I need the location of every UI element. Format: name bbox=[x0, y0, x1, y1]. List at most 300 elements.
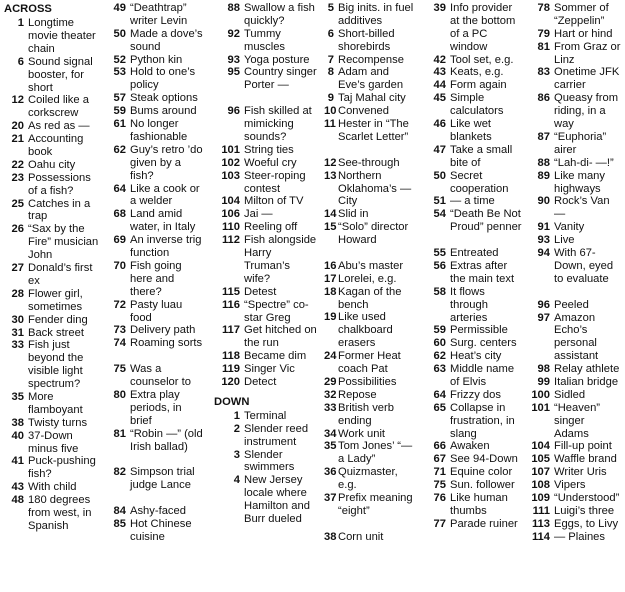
clue-text: Tool set, e.g. bbox=[450, 53, 514, 66]
clue-item bbox=[425, 350, 524, 363]
clue-text: Hold to one’s policy bbox=[130, 66, 196, 92]
clue-text: “Robin —” (old Irish ballad) bbox=[130, 427, 203, 453]
clue-number: 50 bbox=[433, 169, 446, 182]
clue-text: Fish just beyond the visible light spectrum? bbox=[28, 339, 84, 391]
clue-number: 68 bbox=[113, 208, 126, 221]
clue-number: 100 bbox=[531, 388, 550, 401]
clue-item bbox=[324, 466, 416, 492]
clue-number: 111 bbox=[532, 504, 550, 517]
clue-item bbox=[4, 327, 103, 340]
clue-item bbox=[425, 479, 524, 492]
clue-text: Swallow a fish quickly? bbox=[244, 2, 315, 27]
clue-number: 101 bbox=[531, 401, 550, 414]
clue-number: 90 bbox=[537, 195, 550, 208]
clue-text: Awaken bbox=[450, 440, 490, 453]
clue-item bbox=[425, 337, 524, 350]
clue-number: 29 bbox=[324, 375, 337, 388]
clue-number: 106 bbox=[221, 208, 240, 221]
clue-item bbox=[324, 118, 416, 157]
clue-number: 35 bbox=[11, 391, 24, 403]
clue-text: String ties bbox=[244, 143, 294, 156]
clue-item bbox=[214, 474, 317, 526]
clue-item bbox=[528, 376, 621, 389]
clue-text: Like used chalkboard erasers bbox=[338, 311, 393, 350]
clue-item bbox=[528, 389, 621, 402]
clue-number: 9 bbox=[327, 92, 334, 105]
clue-item bbox=[324, 221, 416, 260]
clue-item bbox=[425, 363, 524, 389]
clue-text: Like many highways bbox=[554, 169, 605, 195]
clue-item bbox=[108, 505, 205, 518]
clue-item bbox=[528, 195, 621, 221]
clue-text: Slender swimmers bbox=[244, 448, 295, 474]
clue-item bbox=[528, 247, 621, 299]
clue-item bbox=[528, 492, 621, 505]
clue-item bbox=[214, 144, 317, 157]
clue-text: Pasty luau food bbox=[130, 298, 183, 324]
clue-number: 16 bbox=[324, 259, 337, 272]
clue-item bbox=[214, 2, 317, 28]
clue-text: Ashy-faced bbox=[130, 504, 186, 517]
clue-item bbox=[108, 518, 205, 544]
clue-number: 103 bbox=[221, 169, 240, 182]
clue-number: 7 bbox=[327, 53, 334, 66]
clue-number: 82 bbox=[113, 466, 126, 479]
clue-text: Frizzy dos bbox=[450, 388, 501, 401]
clue-number: 107 bbox=[531, 466, 550, 479]
clue-text: Detest bbox=[244, 285, 277, 298]
clue-item bbox=[324, 170, 416, 209]
clue-item bbox=[425, 466, 524, 479]
clue-item bbox=[324, 273, 416, 286]
clue-number: 1 bbox=[233, 409, 240, 422]
clue-number: 32 bbox=[324, 388, 337, 401]
clue-text: Country singer Porter — bbox=[244, 66, 317, 92]
clue-number: 62 bbox=[433, 350, 446, 363]
clue-text: Entreated bbox=[450, 247, 499, 260]
clue-number: 46 bbox=[433, 118, 446, 131]
clue-item bbox=[528, 440, 621, 453]
clue-number: 64 bbox=[113, 182, 126, 195]
clue-text: Big inits. in fuel additives bbox=[338, 2, 414, 27]
clue-text: Extra play periods, in brief bbox=[130, 388, 182, 427]
clue-number: 23 bbox=[11, 171, 24, 184]
clue-number: 97 bbox=[537, 311, 550, 324]
clue-number: 14 bbox=[324, 208, 337, 221]
clue-text: Middle name of Elvis bbox=[450, 363, 515, 388]
clue-item bbox=[214, 195, 317, 208]
clue-text: Land amid water, in Italy bbox=[130, 208, 196, 234]
clue-item bbox=[425, 260, 524, 286]
clue-item bbox=[425, 492, 524, 518]
clue-item bbox=[425, 79, 524, 92]
clue-number: 10 bbox=[324, 105, 337, 118]
clue-text: An inverse trig function bbox=[130, 234, 202, 260]
clue-number: 64 bbox=[433, 388, 446, 401]
clue-number: 50 bbox=[113, 27, 126, 40]
clue-text: Steer-roping contest bbox=[244, 169, 306, 195]
clue-number: 74 bbox=[113, 337, 126, 350]
clue-item bbox=[324, 492, 416, 531]
clue-text: Sound signal booster, for short bbox=[28, 55, 93, 94]
clue-item bbox=[4, 120, 103, 133]
clue-text: Live bbox=[554, 234, 575, 247]
clue-text: Possibilities bbox=[338, 375, 397, 388]
clue-item bbox=[324, 402, 416, 428]
clue-text: Hart or hind bbox=[554, 27, 613, 40]
clue-number: 117 bbox=[221, 324, 240, 337]
clue-text: Amazon Echo’s personal assistant bbox=[554, 311, 599, 363]
clue-item bbox=[324, 389, 416, 402]
clue-number: 5 bbox=[327, 2, 334, 14]
clue-number: 73 bbox=[113, 324, 126, 337]
clue-item bbox=[108, 54, 205, 67]
clue-text: Lorelei, e.g. bbox=[338, 272, 397, 285]
clue-text: Vipers bbox=[554, 479, 586, 492]
clue-item bbox=[528, 531, 621, 544]
clue-text: Reeling off bbox=[244, 221, 298, 234]
clue-text: Became dim bbox=[244, 350, 307, 363]
clue-item bbox=[108, 2, 205, 28]
clue-number: 102 bbox=[221, 156, 240, 169]
clue-item bbox=[214, 54, 317, 67]
clue-text: Donald’s first ex bbox=[28, 262, 93, 287]
clue-text: Prefix meaning “eight” bbox=[338, 492, 413, 517]
clue-number: 6 bbox=[327, 27, 334, 40]
clue-item bbox=[324, 350, 416, 376]
clue-column-1 bbox=[4, 2, 103, 533]
clue-item bbox=[324, 311, 416, 350]
clue-item bbox=[108, 299, 205, 325]
clue-item bbox=[425, 92, 524, 118]
clue-text: Made a dove’s sound bbox=[130, 27, 203, 53]
clue-item bbox=[4, 56, 103, 95]
clue-number: 38 bbox=[11, 416, 24, 429]
clue-number: 1 bbox=[17, 17, 24, 29]
clue-number: 53 bbox=[113, 66, 126, 79]
clue-item bbox=[4, 133, 103, 159]
clue-number: 31 bbox=[11, 326, 24, 339]
clue-number: 114 bbox=[531, 530, 550, 543]
clue-number: 2 bbox=[233, 422, 240, 435]
clue-text: Recompense bbox=[338, 53, 404, 66]
clue-item bbox=[324, 105, 416, 118]
clue-item bbox=[425, 324, 524, 337]
clue-text: Take a small bite of bbox=[450, 143, 513, 169]
clue-item bbox=[324, 66, 416, 92]
clue-text: British verb ending bbox=[338, 401, 394, 427]
clue-number: 48 bbox=[11, 494, 24, 507]
clue-number: 34 bbox=[324, 427, 337, 440]
clue-item bbox=[214, 410, 317, 423]
clue-item bbox=[528, 453, 621, 466]
clue-item bbox=[108, 144, 205, 183]
clue-item bbox=[4, 17, 103, 56]
clue-text: Was a counselor to bbox=[130, 363, 191, 389]
clue-number: 65 bbox=[433, 401, 446, 414]
clue-number: 76 bbox=[433, 492, 446, 505]
clue-text: Collapse in frustration, in slang bbox=[450, 401, 515, 440]
clue-item bbox=[425, 144, 524, 170]
clue-text: Peeled bbox=[554, 298, 589, 311]
clue-text: “Lah-di- —!” bbox=[554, 156, 614, 169]
clue-item bbox=[108, 118, 205, 144]
clue-item bbox=[214, 449, 317, 475]
clue-number: 104 bbox=[531, 440, 550, 453]
clue-item bbox=[4, 430, 103, 456]
clue-text: “Euphoria” airer bbox=[554, 130, 607, 156]
clue-text: — Plaines bbox=[554, 530, 605, 543]
clue-number: 39 bbox=[433, 2, 446, 14]
clue-text: Python kin bbox=[130, 53, 183, 66]
clue-text: Heat’s city bbox=[450, 350, 502, 363]
clue-text: Twisty turns bbox=[28, 416, 88, 429]
clue-text: Catches in a trap bbox=[28, 197, 91, 223]
clue-item bbox=[4, 314, 103, 327]
clue-text: With 67-Down, eyed to evaluate bbox=[554, 247, 614, 285]
clue-number: 93 bbox=[227, 53, 240, 66]
clue-text: Possessions of a fish? bbox=[28, 171, 91, 197]
clue-number: 81 bbox=[113, 427, 126, 440]
clue-item bbox=[214, 299, 317, 325]
clue-item bbox=[214, 350, 317, 363]
clue-item bbox=[425, 440, 524, 453]
clue-item bbox=[528, 466, 621, 479]
clue-item bbox=[108, 428, 205, 467]
clue-text: Longtime movie theater chain bbox=[28, 17, 96, 55]
clue-text: Extras after the main text bbox=[450, 259, 515, 285]
clue-text: Sommer of “Zeppelin” bbox=[554, 2, 609, 27]
clue-number: 21 bbox=[11, 133, 24, 146]
clue-text: Abu’s master bbox=[338, 259, 404, 272]
clue-number: 57 bbox=[113, 92, 126, 105]
clue-item bbox=[425, 208, 524, 247]
clue-number: 86 bbox=[537, 92, 550, 105]
clue-number: 43 bbox=[11, 481, 24, 494]
clue-column-3 bbox=[214, 2, 317, 526]
clue-item bbox=[108, 105, 205, 118]
clue-text: It flows through arteries bbox=[450, 285, 488, 324]
clue-text: Milton of TV bbox=[244, 195, 304, 208]
clue-text: From Graz or Linz bbox=[554, 40, 621, 66]
clue-text: “Spectre” co-star Greg bbox=[244, 298, 309, 324]
clue-text: Form again bbox=[450, 79, 507, 92]
clue-item bbox=[324, 260, 416, 273]
clue-item bbox=[214, 170, 317, 196]
clue-number: 63 bbox=[433, 363, 446, 376]
clue-item bbox=[108, 363, 205, 389]
clue-number: 17 bbox=[324, 272, 337, 285]
clue-number: 55 bbox=[433, 247, 446, 260]
clue-column-6 bbox=[528, 2, 621, 544]
clue-text: Hot Chinese cuisine bbox=[130, 517, 192, 543]
clue-item bbox=[214, 286, 317, 299]
clue-text: Jai — bbox=[244, 208, 273, 221]
clue-text: Adam and Eve’s garden bbox=[338, 66, 404, 92]
clue-item bbox=[324, 92, 416, 105]
clue-text: Bums around bbox=[130, 105, 197, 118]
clue-item bbox=[4, 339, 103, 391]
clue-number: 41 bbox=[11, 455, 24, 468]
clue-column-5 bbox=[425, 2, 524, 544]
clue-text: Slid in bbox=[338, 208, 369, 221]
clue-number: 15 bbox=[324, 221, 337, 234]
clue-text: Info provider at the bottom of a PC window bbox=[450, 2, 516, 53]
clue-number: 72 bbox=[113, 298, 126, 311]
clue-item bbox=[4, 262, 103, 288]
clue-item bbox=[108, 260, 205, 299]
clue-text: Simpson trial judge Lance bbox=[130, 466, 195, 492]
clue-item bbox=[214, 157, 317, 170]
clue-text: Short-billed shorebirds bbox=[338, 27, 395, 53]
clue-text: Slender reed instrument bbox=[244, 422, 309, 448]
clue-number: 12 bbox=[324, 156, 337, 169]
clue-number: 13 bbox=[324, 169, 337, 182]
clue-item bbox=[324, 531, 416, 544]
clue-text: Permissible bbox=[450, 324, 508, 337]
clue-item bbox=[528, 299, 621, 312]
clue-text: Former Heat coach Pat bbox=[338, 350, 401, 376]
clue-item bbox=[4, 223, 103, 262]
clue-number: 19 bbox=[324, 311, 337, 324]
clue-item bbox=[425, 118, 524, 144]
clue-number: 20 bbox=[11, 120, 24, 133]
clue-item bbox=[425, 66, 524, 79]
clue-text: As red as — bbox=[28, 120, 90, 133]
clue-item bbox=[324, 2, 416, 28]
clue-number: 96 bbox=[227, 105, 240, 118]
clue-number: 42 bbox=[433, 53, 446, 66]
clue-text: Sidled bbox=[554, 388, 586, 401]
clue-number: 3 bbox=[233, 448, 240, 461]
clue-number: 66 bbox=[433, 440, 446, 453]
clue-text: Accounting book bbox=[28, 133, 84, 158]
clue-item bbox=[528, 66, 621, 92]
clue-text: Queasy from riding, in a way bbox=[554, 92, 619, 131]
clue-item bbox=[425, 2, 524, 54]
clue-text: “Sax by the Fire” musician John bbox=[28, 223, 99, 262]
clue-number: 78 bbox=[537, 2, 550, 14]
clue-number: 38 bbox=[324, 530, 337, 543]
clue-item bbox=[528, 131, 621, 157]
clue-text: See 94-Down bbox=[450, 453, 518, 466]
clue-number: 109 bbox=[531, 492, 550, 505]
clue-number: 79 bbox=[537, 27, 550, 40]
clue-text: Guy’s retro ’do given by a fish? bbox=[130, 143, 203, 182]
clue-number: 92 bbox=[227, 27, 240, 40]
clue-number: 35 bbox=[324, 440, 337, 453]
clue-text: Puck-pushing fish? bbox=[28, 455, 96, 481]
clue-number: 94 bbox=[537, 247, 550, 260]
clue-text: — a time bbox=[450, 195, 495, 208]
across-header: ACROSS bbox=[4, 3, 52, 15]
clue-item bbox=[4, 391, 103, 417]
clue-text: Vanity bbox=[554, 221, 585, 234]
clue-number: 67 bbox=[433, 453, 446, 466]
clue-text: “Death Be Not Proud” penner bbox=[450, 208, 522, 234]
clue-number: 33 bbox=[324, 401, 337, 414]
clue-number: 71 bbox=[433, 466, 446, 479]
clue-number: 85 bbox=[113, 517, 126, 530]
clue-text: Like a cook or a welder bbox=[130, 182, 200, 208]
clue-item bbox=[214, 376, 317, 389]
clue-text: Luigi’s three bbox=[554, 504, 615, 517]
clue-text: Fish alongside Harry Truman’s wife? bbox=[244, 234, 317, 285]
clue-item bbox=[4, 494, 103, 533]
clue-text: Onetime JFK carrier bbox=[554, 66, 620, 92]
clue-number: 75 bbox=[433, 479, 446, 492]
clue-number: 105 bbox=[531, 453, 550, 466]
clue-number: 43 bbox=[433, 66, 446, 79]
clue-text: “Solo” director Howard bbox=[338, 221, 409, 247]
clue-text: Eggs, to Livy bbox=[554, 517, 619, 530]
clue-number: 99 bbox=[537, 376, 550, 388]
clue-number: 118 bbox=[221, 350, 240, 363]
clue-text: Work unit bbox=[338, 427, 386, 440]
clue-item bbox=[108, 28, 205, 54]
clue-item bbox=[108, 92, 205, 105]
clue-number: 69 bbox=[113, 234, 126, 247]
clue-item bbox=[324, 376, 416, 389]
clue-item bbox=[425, 247, 524, 260]
clue-text: Flower girl, sometimes bbox=[28, 287, 83, 313]
clue-text: Writer Uris bbox=[554, 466, 607, 479]
clue-number: 30 bbox=[11, 313, 24, 326]
clue-number: 8 bbox=[327, 66, 334, 79]
clue-item bbox=[528, 518, 621, 531]
clue-text: Terminal bbox=[244, 409, 287, 422]
clue-number: 95 bbox=[227, 66, 240, 79]
clue-number: 96 bbox=[537, 298, 550, 311]
clue-number: 112 bbox=[221, 234, 240, 247]
clue-item bbox=[108, 389, 205, 428]
clue-number: 61 bbox=[113, 118, 126, 131]
clue-text: Keats, e.g. bbox=[450, 66, 504, 79]
clue-item bbox=[4, 94, 103, 120]
clue-item bbox=[425, 389, 524, 402]
clue-number: 98 bbox=[537, 363, 550, 376]
clue-text: Detect bbox=[244, 375, 277, 388]
clue-number: 93 bbox=[537, 234, 550, 247]
clue-item bbox=[425, 402, 524, 441]
clue-text: “Understood” bbox=[554, 492, 620, 505]
clue-number: 58 bbox=[433, 285, 446, 298]
clue-item bbox=[528, 505, 621, 518]
clue-number: 77 bbox=[433, 517, 446, 530]
clue-number: 84 bbox=[113, 504, 126, 517]
clue-number: 47 bbox=[433, 143, 446, 156]
clue-text: Waffle brand bbox=[554, 453, 617, 466]
clue-text: 37-Down minus five bbox=[28, 429, 79, 455]
clue-item bbox=[324, 440, 416, 466]
clue-text: Roaming sorts bbox=[130, 337, 203, 350]
crossword-clue-list bbox=[4, 0, 621, 592]
clue-number: 115 bbox=[221, 285, 240, 298]
clue-item bbox=[214, 105, 317, 144]
clue-number: 62 bbox=[113, 143, 126, 156]
clue-text: Northern Oklahoma’s — City bbox=[338, 169, 412, 208]
clue-number: 56 bbox=[433, 259, 446, 272]
clue-number: 6 bbox=[17, 55, 24, 68]
clue-text: “Heaven” singer Adams bbox=[554, 401, 601, 440]
clue-item bbox=[4, 172, 103, 198]
clue-text: Corn unit bbox=[338, 530, 384, 543]
clue-number: 52 bbox=[113, 53, 126, 66]
clue-item bbox=[108, 234, 205, 260]
clue-number: 101 bbox=[221, 143, 240, 156]
clue-text: Fender ding bbox=[28, 313, 88, 326]
clue-number: 59 bbox=[433, 324, 446, 337]
